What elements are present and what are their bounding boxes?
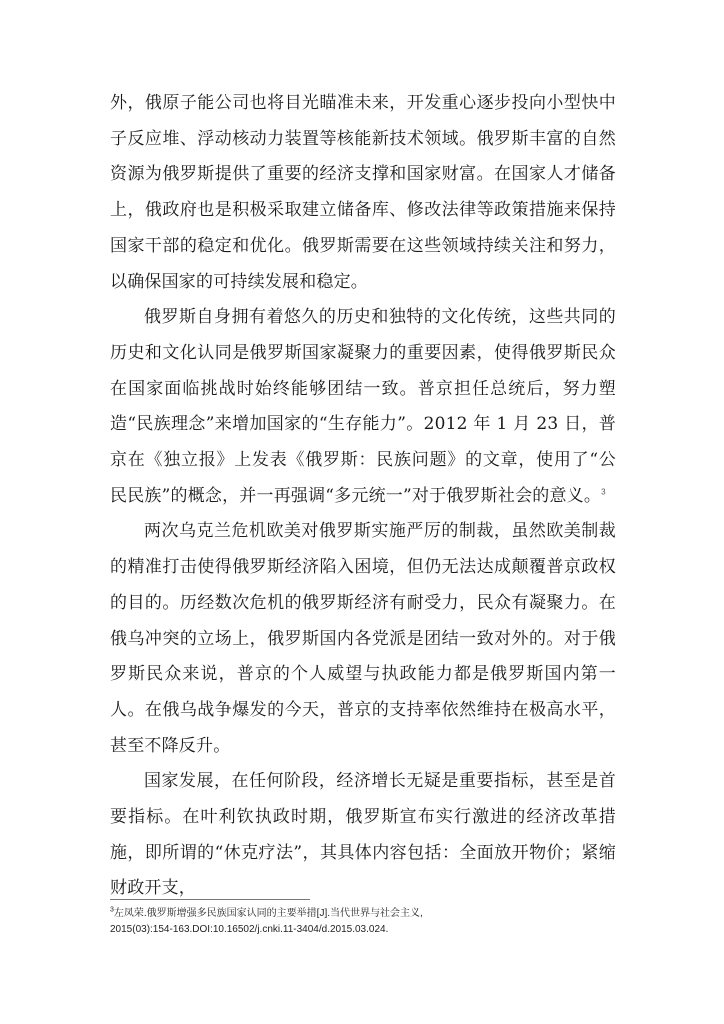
body-text xyxy=(110,86,616,907)
paragraph-text: 国家发展，在任何阶段，经济增长无疑是重要指标，甚至是首要指标。在叶利钦执政时期，俄罗斯宣布实行激进的经济改革措施，即所谓的“休克疗法”，其具体内容包括：全面放开物价；紧缩财政开支， xyxy=(110,771,616,899)
footnote-divider xyxy=(110,899,310,900)
footnote xyxy=(110,906,616,938)
footnote-mark: 3 xyxy=(110,906,114,914)
paragraph-continuation xyxy=(110,86,616,300)
paragraph-cultural-tradition xyxy=(110,300,616,514)
paragraph-text: 外，俄原子能公司也将目光瞄准未来，开发重心逐步投向小型快中子反应堆、浮动核动力装置等核能新技术领域。俄罗斯丰富的自然资源为俄罗斯提供了重要的经济支撑和国家财富。在国家人才储备上，俄政府也是积极采取建立储备库、修改法律等政策措施来保持国家干部的稳定和优化。俄罗斯需要在这些领域持续关注和努力，以确保国家的可持续发展和稳定。 xyxy=(110,93,616,292)
paragraph-text: 两次乌克兰危机欧美对俄罗斯实施严厉的制裁，虽然欧美制裁的精准打击使得俄罗斯经济陷入困境，但仍无法达成颠覆普京政权的目的。历经数次危机的俄罗斯经济有耐受力，民众有凝聚力。在俄乌冲突的立场上，俄罗斯国内各党派是团结一致对外的。对于俄罗斯民众来说，普京的个人威望与执政能力都是俄罗斯国内第一人。在俄乌战争爆发的今天，普京的支持率依然维持在极高水平，甚至不降反升。 xyxy=(110,521,616,756)
footnote-line-1 xyxy=(110,906,616,922)
footnote-reference[interactable]: 3 xyxy=(601,487,606,497)
footnote-citation: 左凤荣.俄罗斯增强多民族国家认同的主要举措[J].当代世界与社会主义, xyxy=(113,908,423,919)
footnote-line-2: 2015(03):154-163.DOI:10.16502/j.cnki.11-3404/d.2015.03.024. xyxy=(110,924,389,935)
paragraph-text: 俄罗斯自身拥有着悠久的历史和独特的文化传统，这些共同的历史和文化认同是俄罗斯国家凝聚力的重要因素，使得俄罗斯民众在国家面临挑战时始终能够团结一致。普京担任总统后，努力塑造“民族理念”来增加国家的“生存能力”。2012 年 1 月 23 日，普京在《独立报》上发表《俄罗斯：民族问题》的文章，使用了“公民民族”的概念，并一再强调“多元统一”对于俄罗斯社会的意义。 xyxy=(110,307,616,506)
paragraph-ukraine-crisis xyxy=(110,514,616,764)
paragraph-economic-growth xyxy=(110,764,616,907)
